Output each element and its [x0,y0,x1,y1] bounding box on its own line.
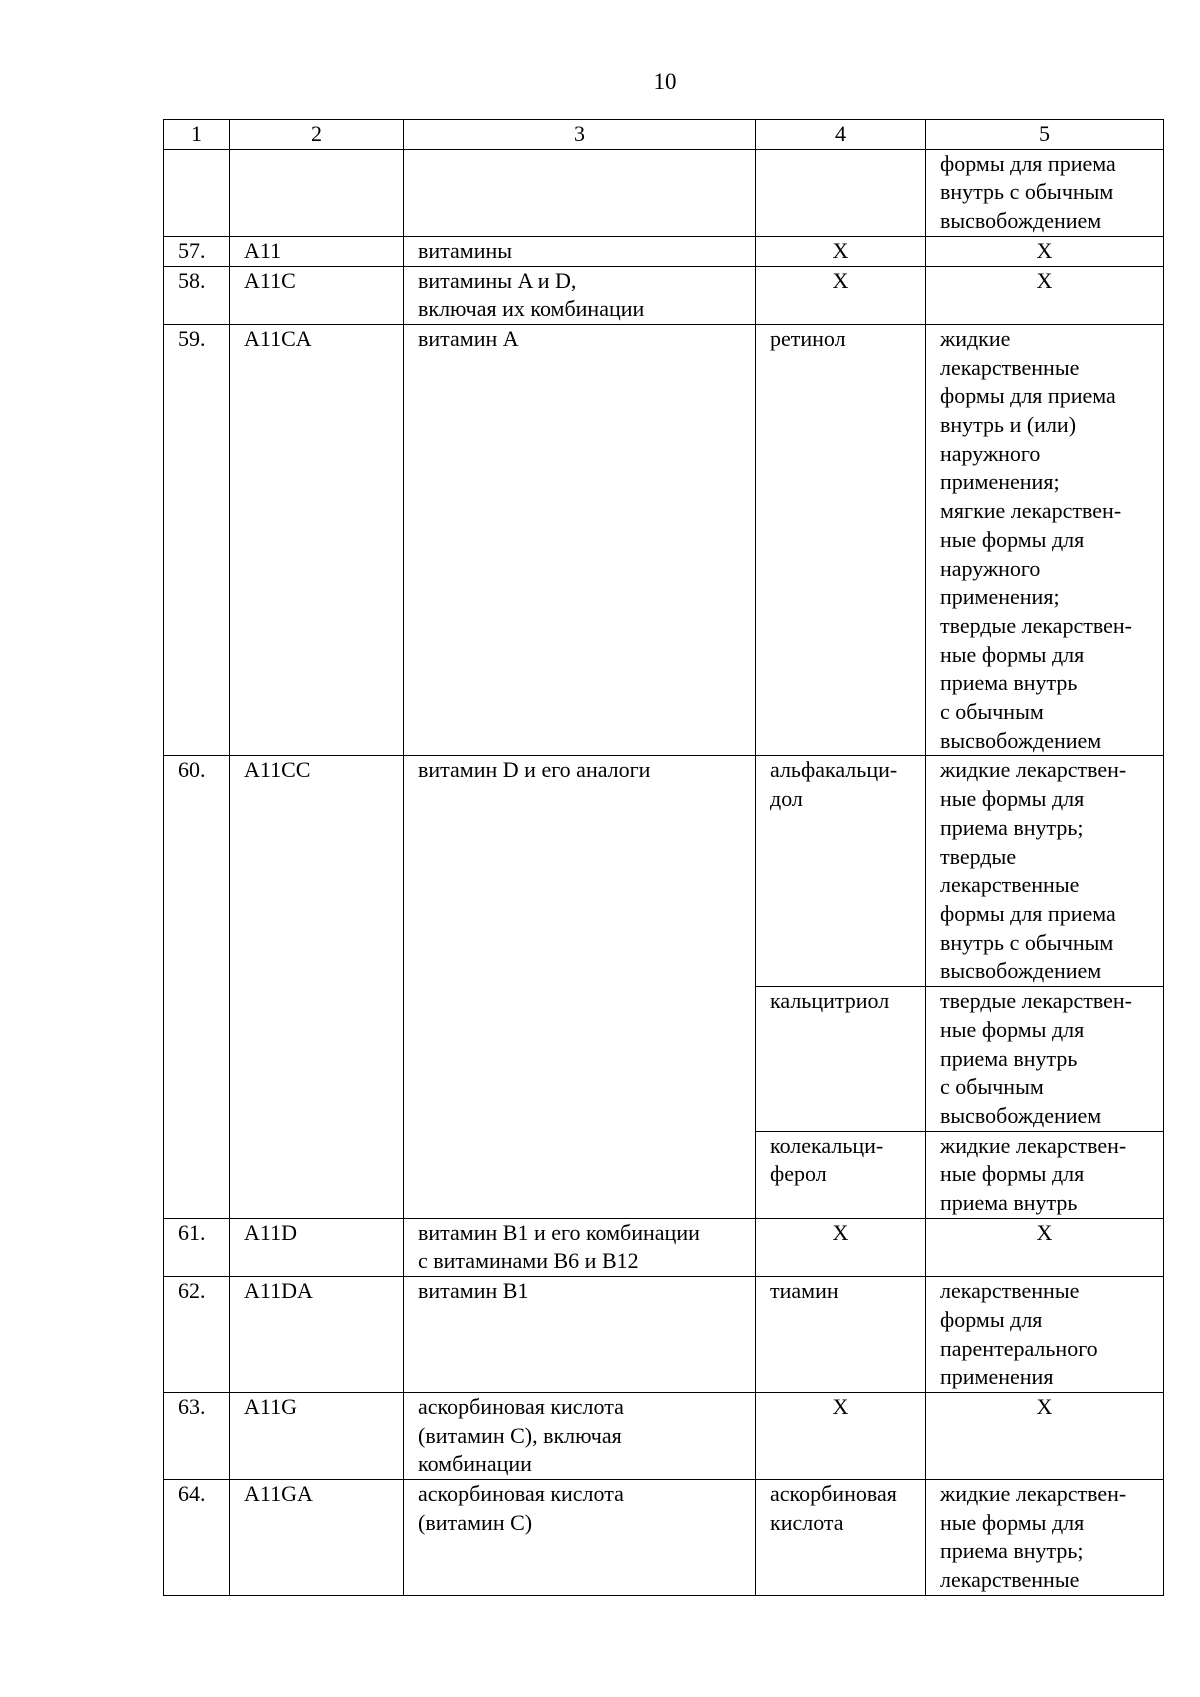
row-number-cell: 60. [164,756,230,1218]
atc-code-cell: A11DA [230,1277,404,1393]
table-row [164,1218,1164,1276]
column-header: 1 [164,120,230,150]
dosage-form-cell: X [926,1392,1164,1479]
table-row [164,236,1164,266]
row-number-cell: 62. [164,1277,230,1393]
dosage-form-cell: твердые лекарствен- ные формы для приема внутрь с обычным высвобождением [926,987,1164,1132]
dosage-form-cell: X [926,266,1164,324]
row-number-cell: 61. [164,1218,230,1276]
atc-code-cell [230,149,404,236]
row-number-cell: 58. [164,266,230,324]
drug-name-cell: кальцитриол [756,987,926,1132]
group-name-cell: витамин D и его аналоги [404,756,756,1218]
drug-name-cell: X [756,1218,926,1276]
row-number-cell: 63. [164,1392,230,1479]
row-number-cell [164,149,230,236]
table-row [164,1480,1164,1596]
table-row [164,1277,1164,1393]
table-row [164,756,1164,987]
dosage-form-cell: формы для приема внутрь с обычным высвобождением [926,149,1164,236]
dosage-form-cell: жидкие лекарствен- ные формы для приема внутрь; твердые лекарственные формы для приема внутрь с обычным высвобождением [926,756,1164,987]
drug-name-cell: X [756,1392,926,1479]
group-name-cell: витамин B1 [404,1277,756,1393]
atc-code-cell: A11 [230,236,404,266]
column-header: 4 [756,120,926,150]
atc-code-cell: A11GA [230,1480,404,1596]
group-name-cell: аскорбиновая кислота (витамин C), включая комбинации [404,1392,756,1479]
drug-name-cell: тиамин [756,1277,926,1393]
dosage-form-cell: X [926,1218,1164,1276]
atc-code-cell: A11C [230,266,404,324]
group-name-cell: аскорбиновая кислота (витамин C) [404,1480,756,1596]
drug-name-cell: ретинол [756,324,926,756]
atc-code-cell: A11CC [230,756,404,1218]
table-header-row [164,120,1164,150]
atc-code-cell: A11D [230,1218,404,1276]
column-header: 2 [230,120,404,150]
drug-name-cell: X [756,266,926,324]
dosage-form-cell: X [926,236,1164,266]
drug-name-cell: альфакальци- дол [756,756,926,987]
table-row [164,324,1164,756]
drug-name-cell: аскорбиновая кислота [756,1480,926,1596]
dosage-form-cell: жидкие лекарственные формы для приема внутрь и (или) наружного применения; мягкие лекарствен- ные формы для наружного применения; твердые лекарствен- ные формы для приема внутрь с обычным высвобождением [926,324,1164,756]
medication-table [163,119,1164,1596]
row-number-cell: 64. [164,1480,230,1596]
dosage-form-cell: жидкие лекарствен- ные формы для приема внутрь; лекарственные [926,1480,1164,1596]
column-header: 5 [926,120,1164,150]
drug-name-cell: X [756,236,926,266]
atc-code-cell: A11G [230,1392,404,1479]
dosage-form-cell: жидкие лекарствен- ные формы для приема внутрь [926,1131,1164,1218]
drug-name-cell: колекальци- ферол [756,1131,926,1218]
page-number: 10 [653,69,677,94]
column-header: 3 [404,120,756,150]
drug-name-cell [756,149,926,236]
row-number-cell: 57. [164,236,230,266]
table-row [164,149,1164,236]
group-name-cell: витамин A [404,324,756,756]
group-name-cell: витамины A и D, включая их комбинации [404,266,756,324]
atc-code-cell: A11CA [230,324,404,756]
group-name-cell: витамин B1 и его комбинации с витаминами B6 и B12 [404,1218,756,1276]
group-name-cell [404,149,756,236]
table-row [164,1392,1164,1479]
row-number-cell: 59. [164,324,230,756]
group-name-cell: витамины [404,236,756,266]
dosage-form-cell: лекарственные формы для парентерального применения [926,1277,1164,1393]
table-row [164,266,1164,324]
